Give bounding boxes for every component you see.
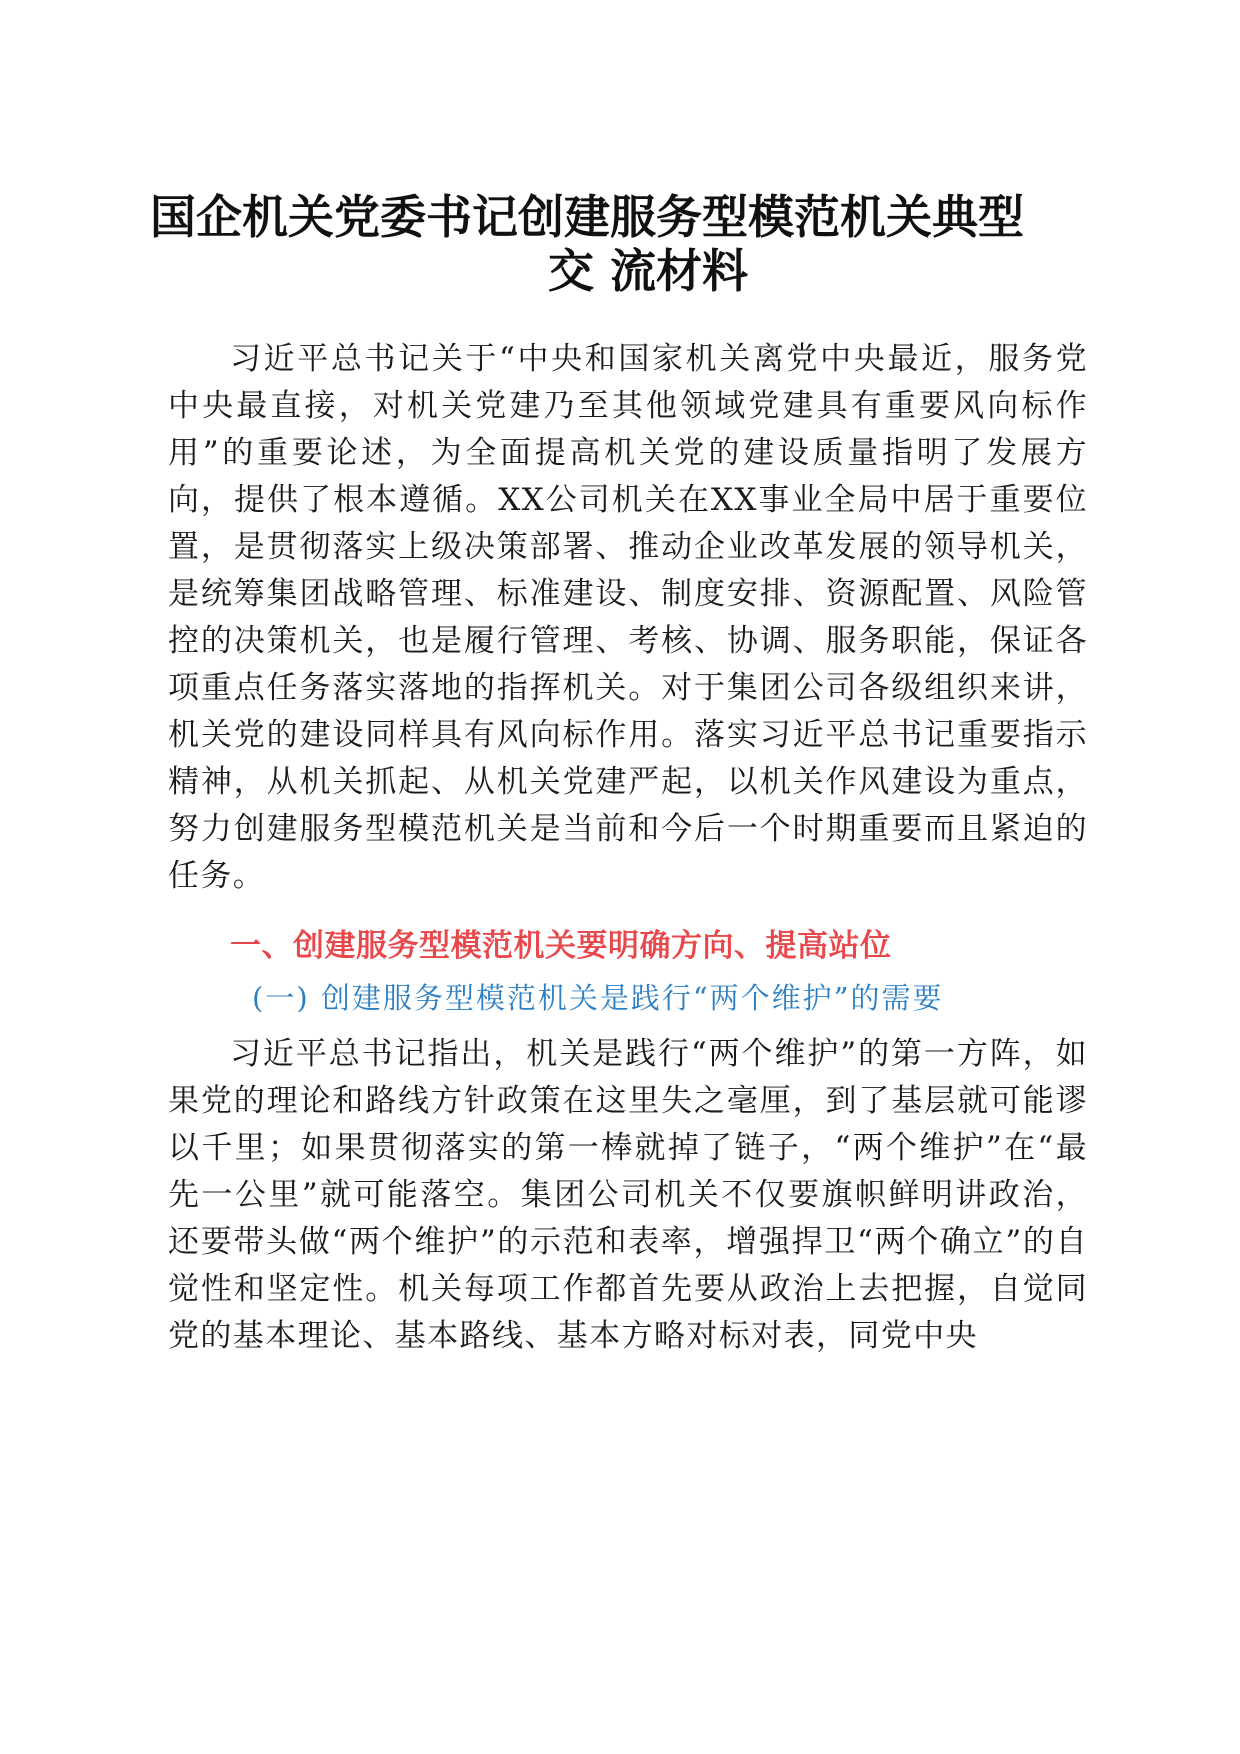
section-heading-1: 一、创建服务型模范机关要明确方向、提高站位 (230, 928, 892, 964)
subsection-heading-1: (一) 创建服务型模范机关是践行“两个维护”的需要 (252, 981, 944, 1015)
document-title-line2: 交 流材料 (548, 244, 749, 298)
section-paragraph: 习近平总书记指出，机关是践行“两个维护”的第一方阵，如果党的理论和路线方针政策在这里失之毫厘，到了基层就可能谬以千里；如果贯彻落实的第一棒就掉了链子，“两个维护”在“最先一公里”就可能落空。集团公司机关不仅要旗帜鲜明讲政治，还要带头做“两个维护”的示范和表率，增强捍卫“两个确立”的自觉性和坚定性。机关每项工作都首先要从政治上去把握，自觉同党的基本理论、基本路线、基本方略对标对表，同党中央 (168, 1036, 1088, 1354)
document-title-line1: 国企机关党委书记创建服务型模范机关典型 (150, 190, 1024, 244)
intro-paragraph-block (168, 336, 1088, 900)
intro-paragraph: 习近平总书记关于“中央和国家机关离党中央最近，服务党中央最直接，对机关党建乃至其他领域党建具有重要风向标作用”的重要论述，为全面提高机关党的建设质量指明了发展方向，提供了根本遵循。XX公司机关在XX事业全局中居于重要位置，是贯彻落实上级决策部署、推动企业改革发展的领导机关，是统筹集团战略管理、标准建设、制度安排、资源配置、风险管控的决策机关，也是履行管理、考核、协调、服务职能，保证各项重点任务落实落地的指挥机关。对于集团公司各级组织来讲，机关党的建设同样具有风向标作用。落实习近平总书记重要指示精神，从机关抓起、从机关党建严起，以机关作风建设为重点，努力创建服务型模范机关是当前和今后一个时期重要而且紧迫的任务。 (168, 341, 1088, 894)
section-paragraph-block (168, 1031, 1088, 1360)
